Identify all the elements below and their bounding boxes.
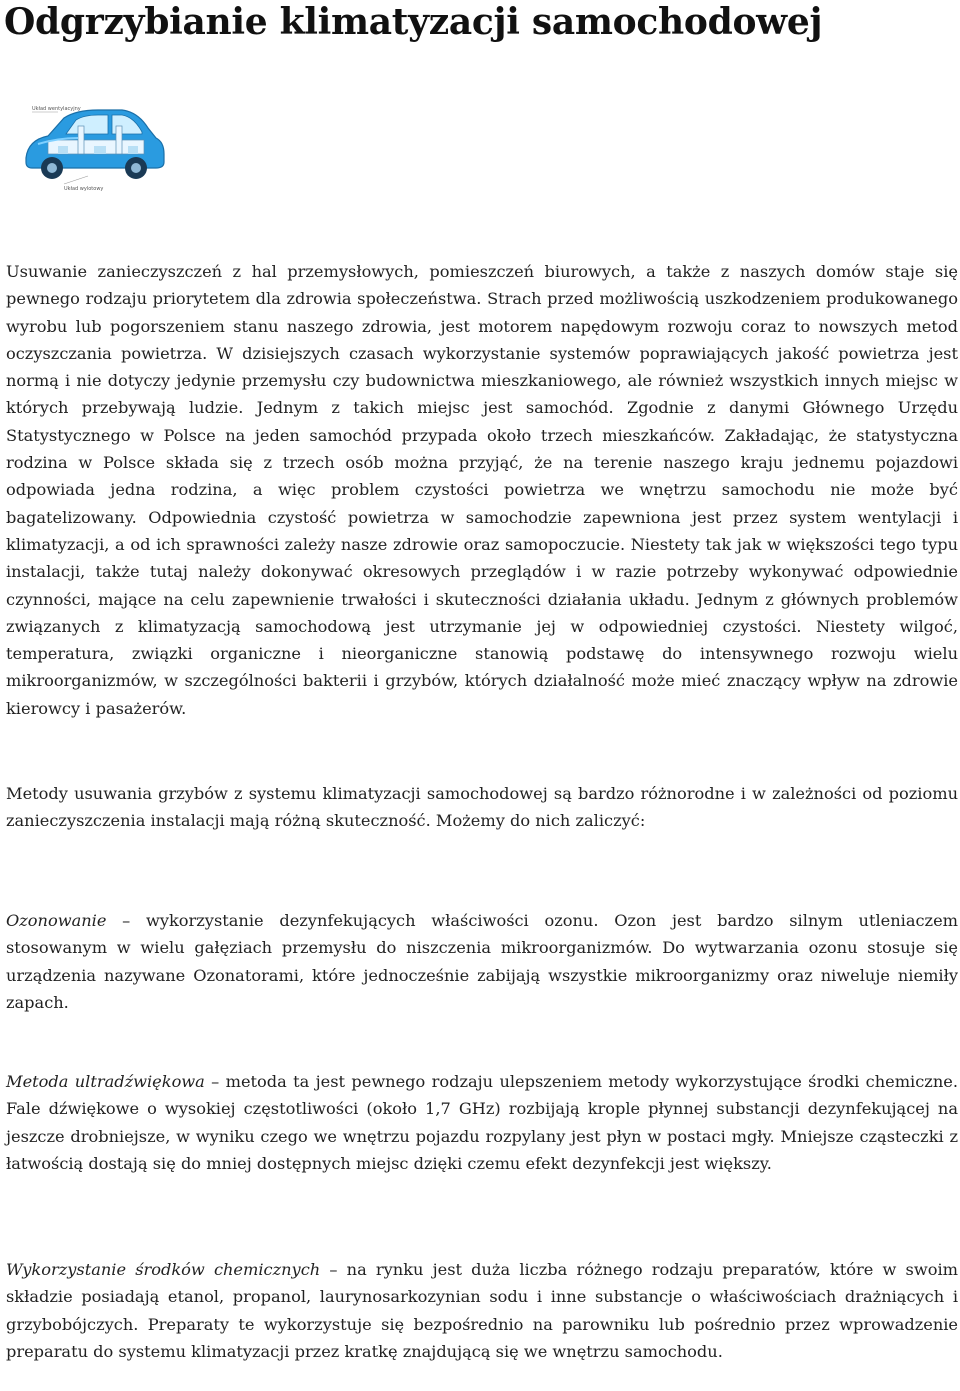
figure-label-top: Układ wentylacyjny xyxy=(32,106,81,112)
methods-intro-paragraph: Metody usuwania grzybów z systemu klimatyzacji samochodowej są bardzo różnorodne i w zależności od poziomu zanieczyszczenia instalacji mają różną skuteczność. Możemy do nich zaliczyć: xyxy=(6,784,958,831)
method-description: – na rynku jest duża liczba różnego rodzaju preparatów, które w swoim składzie posiadają etanol, propanol, laurynosarkozynian sodu i inne substancje o właściwościach drażniących i grzybobójczych. Preparaty te wykorzystuje się bezpośrednio na parowniku lub pośrednio przez wprowadzenie preparatu do systemu klimatyzacji przez kratkę znajdującą się we wnętrzu samochodu. xyxy=(6,1260,958,1361)
car-illustration-icon xyxy=(18,88,168,198)
page-title: Odgrzybianie klimatyzacji samochodowej xyxy=(4,1,823,43)
method-description: – wykorzystanie dezynfekujących właściwości ozonu. Ozon jest bardzo silnym utleniaczem stosowanym w wielu gałęziach przemysłu do niszczenia mikroorganizmów. Do wytwarzania ozonu stosuje się urządzenia nazywane Ozonatorami, które jednocześnie zabijają wszystkie mikroorganizmy oraz niweluje niemiły zapach. xyxy=(6,911,958,1012)
method-name: Metoda ultradźwiękowa xyxy=(6,1072,205,1091)
method-name: Wykorzystanie środków chemicznych xyxy=(6,1260,321,1279)
method-srodki-chemiczne xyxy=(6,1256,958,1365)
method-ozonowanie xyxy=(6,907,958,1016)
method-name: Ozonowanie xyxy=(6,911,107,930)
intro-paragraph: Usuwanie zanieczyszczeń z hal przemysłowych, pomieszczeń biurowych, a także z naszych domów staje się pewnego rodzaju priorytetem dla zdrowia społeczeństwa. Strach przed możliwością uszkodzeniem produkowanego wyrobu lub pogorszeniem stanu naszego zdrowia, jest motorem napędowym rozwoju coraz to nowszych metod oczyszczania powietrza. W dzisiejszych czasach wykorzystanie systemów poprawiających jakość powietrza jest normą i nie dotyczy jedynie przemysłu czy budownictwa mieszkaniowego, ale również wszystkich innych miejsc w których przebywają ludzie. Jednym z takich miejsc jest samochód. Zgodnie z danymi Głównego Urzędu Statystycznego w Polsce na jeden samochód przypada około trzech mieszkańców. Zakładając, że statystyczna rodzina w Polsce składa się z trzech osób można przyjąć, że na terenie naszego kraju jednemu pojazdowi odpowiada jedna rodzina, a więc problem czystości powietrza we wnętrzu samochodu nie może być bagatelizowany. Odpowiednia czystość powietrza w samochodzie zapewniona jest przez system wentylacji i klimatyzacji, a od ich sprawności zależy nasze zdrowie oraz samopoczucie. Niestety tak jak w większości tego typu instalacji, także tutaj należy dokonywać okresowych przeglądów i w razie potrzeby wykonywać odpowiednie czynności, mające na celu zapewnienie trwałości i skuteczności działania układu. Jednym z głównych problemów związanych z klimatyzacją samochodową jest utrzymanie jej w odpowiedniej czystości. Niestety wilgoć, temperatura, związki organiczne i nieorganiczne stanowią podstawę do intensywnego rozwoju wielu mikroorganizmów, w szczególności bakterii i grzybów, których działalność może mieć znaczący wpływ na zdrowie kierowcy i pasażerów. xyxy=(6,262,958,718)
method-description: – metoda ta jest pewnego rodzaju ulepszeniem metody wykorzystujące środki chemiczne. Fale dźwiękowe o wysokiej częstotliwości (około 1,7 GHz) rozbijają krople płynnej substancji dezynfekującej na jeszcze drobniejsze, w wyniku czego we wnętrzu pojazdu rozpylany jest płyn w postaci mgły. Mniejsze cząsteczki z łatwością dostają się do mniej dostępnych miejsc dzięki czemu efekt dezynfekcji jest większy. xyxy=(6,1072,958,1173)
figure-label-bottom: Układ wylotowy xyxy=(64,186,104,192)
method-ultradzwiekowa xyxy=(6,1068,958,1177)
car-ventilation-diagram xyxy=(18,88,168,198)
